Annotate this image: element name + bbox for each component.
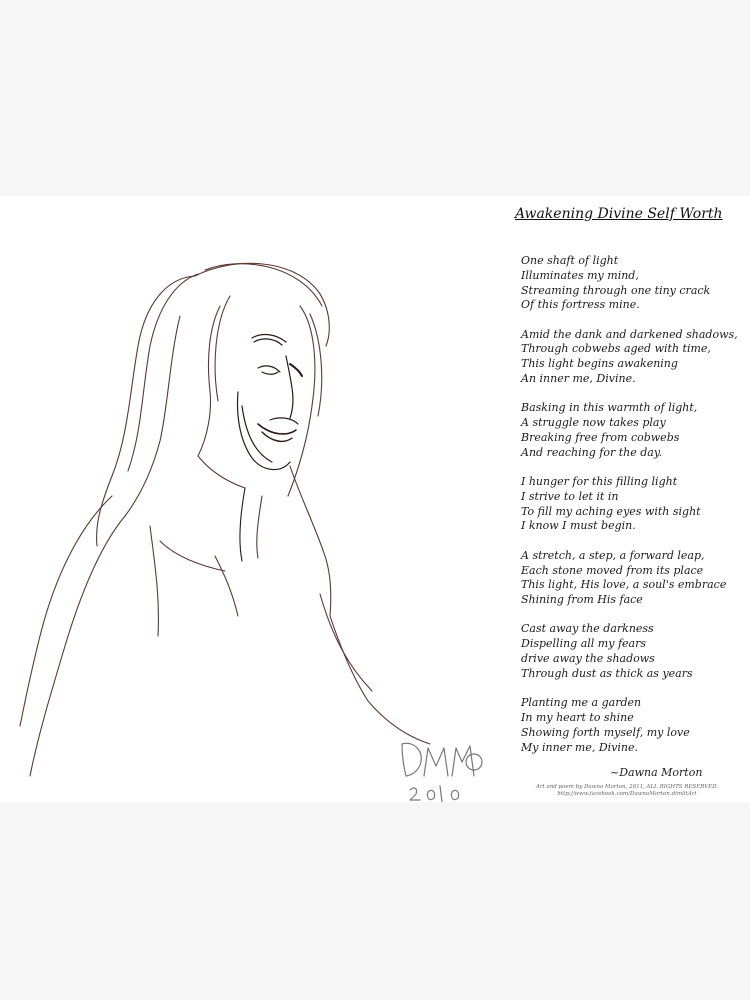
artwork-canvas: [0, 196, 750, 802]
poem-line: Through cobwebs aged with time,: [521, 342, 711, 356]
poem-line: I strive to let it in: [521, 489, 619, 503]
poem-stanza: [521, 696, 747, 755]
poem-line: Dispelling all my fears: [521, 637, 646, 651]
poem-line: Through dust as thick as years: [521, 666, 693, 680]
poem-line: And reaching for the day.: [521, 445, 663, 459]
sketch-face: [238, 335, 302, 470]
poem-title: Awakening Divine Self Worth: [515, 206, 723, 222]
poem-line: drive away the shadows: [521, 652, 655, 666]
poem-line: To fill my aching eyes with sight: [521, 504, 701, 518]
poem-line: Breaking free from cobwebs: [521, 430, 680, 444]
signature-mark: [402, 743, 482, 802]
poem-line: A struggle now takes play: [521, 416, 666, 430]
poem-line: A stretch, a step, a forward leap,: [521, 548, 705, 562]
poem-line: Planting me a garden: [521, 696, 642, 710]
poem-line: An inner me, Divine.: [521, 372, 636, 386]
poem-line: Streaming through one tiny crack: [521, 283, 711, 297]
poem-stanza: [521, 401, 747, 460]
poem-line: Basking in this warmth of light,: [521, 401, 698, 415]
poem-line: This light, His love, a soul's embrace: [521, 578, 727, 592]
poem-stanza: [521, 328, 747, 387]
poem-line: I know I must begin.: [521, 519, 636, 533]
poem-stanza: [521, 475, 747, 534]
poem-line: Illuminates my mind,: [521, 268, 639, 282]
poem-stanza: [521, 549, 747, 608]
poem-stanza: [521, 622, 747, 681]
sketch-hair: [97, 263, 330, 546]
poem-line: Each stone moved from its place: [521, 563, 704, 577]
poem-line: I hunger for this filling light: [521, 475, 678, 489]
poem-line: Amid the dank and darkened shadows,: [521, 327, 738, 341]
copyright-url: http://www.facebook.com/DawnaMorton.dimlitArt: [557, 791, 697, 798]
poem-line: Of this fortress mine.: [521, 298, 640, 312]
poem-line: In my heart to shine: [521, 710, 634, 724]
poem-line: My inner me, Divine.: [521, 740, 639, 754]
jesus-sketch-drawing: [0, 196, 510, 802]
copyright-notice: [532, 784, 722, 798]
poem-line: Cast away the darkness: [521, 622, 654, 636]
poem-stanza: [521, 254, 747, 313]
poem-line: This light begins awakening: [521, 357, 678, 371]
poem-author: ~Dawna Morton: [610, 766, 703, 779]
poem-line: Shining from His face: [521, 593, 643, 607]
poem-body: [521, 254, 747, 770]
copyright-line: Art and poem by Dawna Morton, 2011, ALL RIGHTS RESERVED.: [535, 784, 719, 790]
poem-line: One shaft of light: [521, 254, 619, 267]
poem-line: Showing forth myself, my love: [521, 725, 690, 739]
sketch-robe: [20, 456, 430, 776]
